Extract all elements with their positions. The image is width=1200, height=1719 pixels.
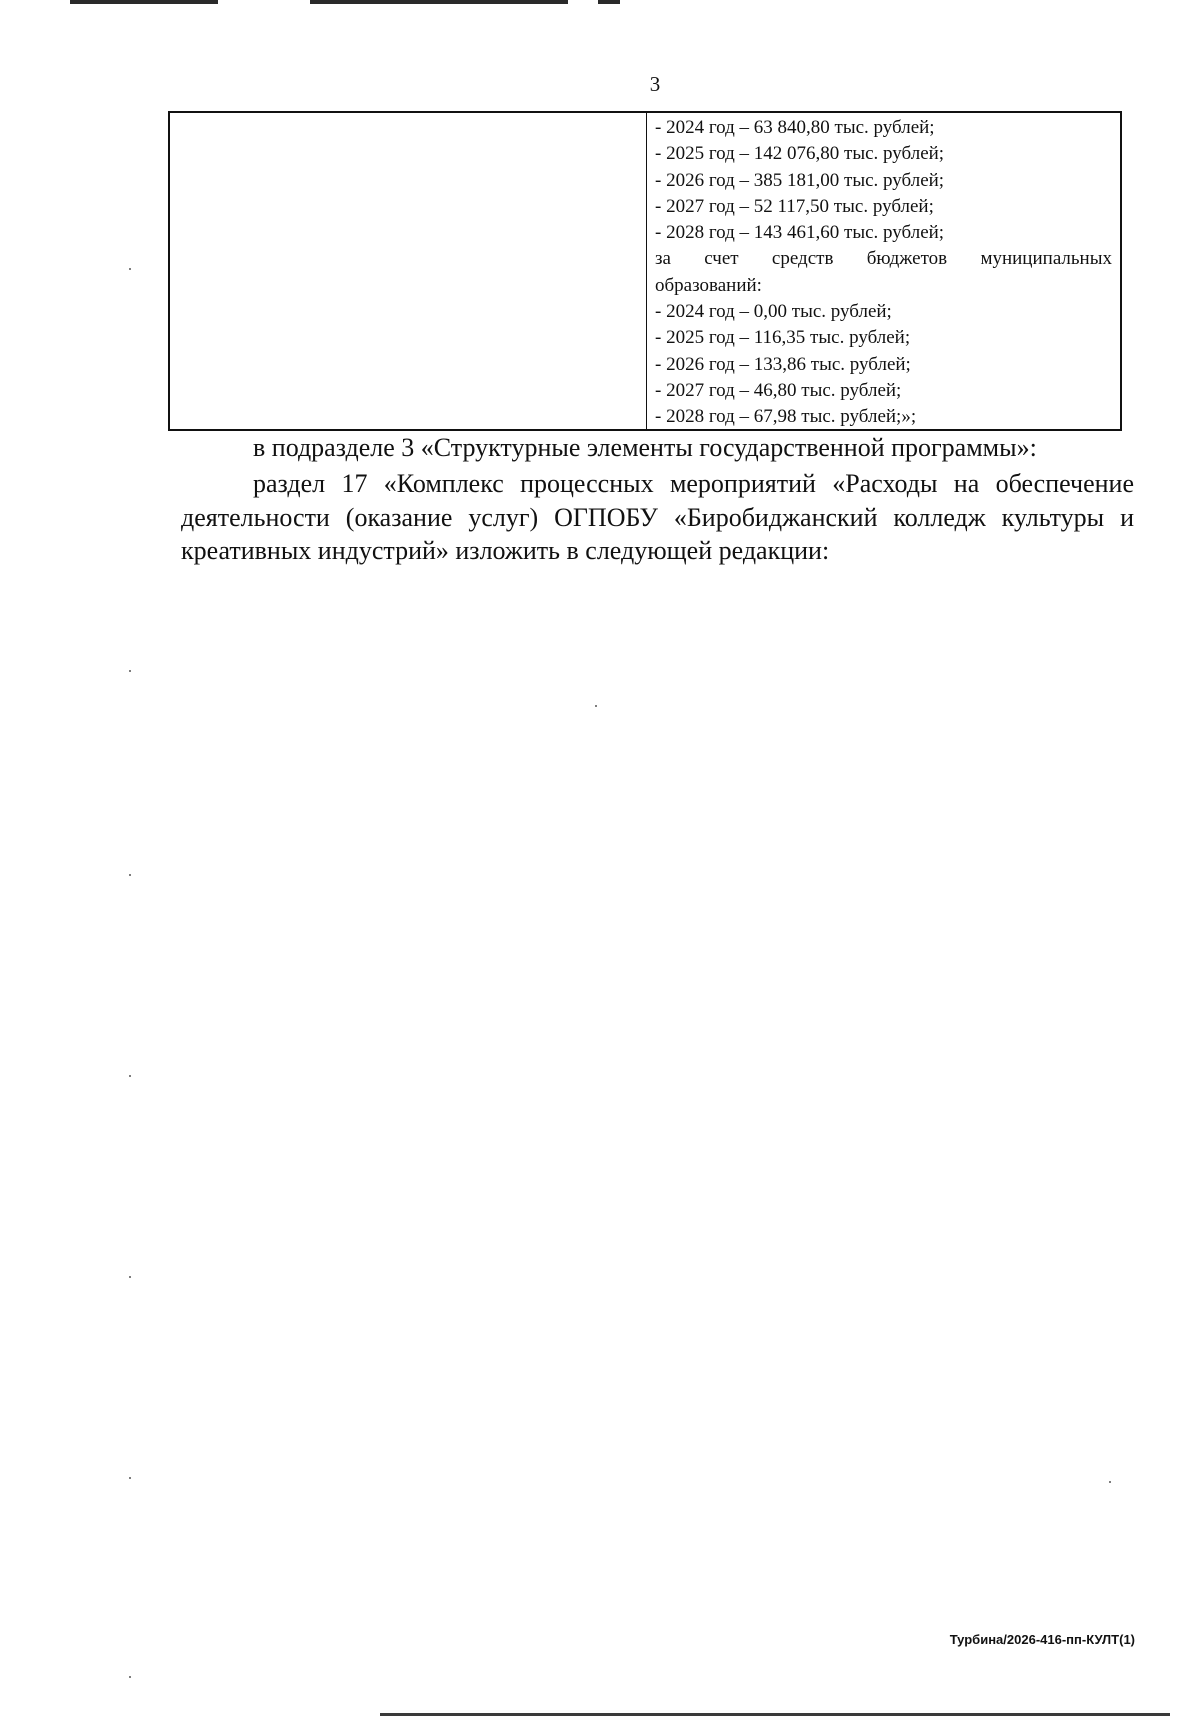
scan-speck <box>129 874 131 876</box>
funding-line: - 2024 год – 63 840,80 тыс. рублей; <box>655 117 935 138</box>
table-right-cell <box>647 113 1120 429</box>
scan-artifact-top-right <box>598 0 620 4</box>
funding-source-label: за счет средств бюджетов муниципальных <box>655 248 1112 270</box>
scan-speck <box>129 670 131 672</box>
scan-speck <box>129 1276 131 1278</box>
page-number: 3 <box>649 72 661 96</box>
funding-line: - 2026 год – 133,86 тыс. рублей; <box>655 353 911 375</box>
scan-artifact-bottom <box>380 1713 1170 1716</box>
funding-line: - 2027 год – 52 117,50 тыс. рублей; <box>655 195 934 217</box>
funding-line: - 2025 год – 142 076,80 тыс. рублей; <box>655 143 945 165</box>
document-code: Турбина/2026-416-пп-КУЛТ(1) <box>949 1632 1135 1647</box>
scan-artifact-top-center <box>310 0 568 4</box>
scan-artifact-top-left <box>70 0 218 4</box>
funding-table <box>168 111 1122 431</box>
paragraph-subsection: в подразделе 3 «Структурные элементы государственной программы»: <box>253 433 1037 462</box>
funding-line: - 2025 год – 116,35 тыс. рублей; <box>655 327 911 349</box>
funding-source-label-cont: образований: <box>655 274 762 296</box>
scan-speck <box>129 1676 131 1678</box>
funding-line: - 2028 год – 67,98 тыс. рублей;»; <box>655 406 917 428</box>
scan-speck <box>129 1075 131 1077</box>
scan-speck <box>1109 1481 1111 1483</box>
table-left-cell <box>170 113 647 429</box>
funding-line: - 2028 год – 143 461,60 тыс. рублей; <box>655 222 945 244</box>
paragraph-section-17: раздел 17 «Комплекс процессных мероприятий «Расходы на обеспечение деятельности (оказание услуг) ОГПОБУ «Биробиджанский колледж культуры и креативных индустрий» изложить в следующей редакции: <box>181 469 1134 565</box>
scan-speck <box>129 268 131 270</box>
funding-line: - 2026 год – 385 181,00 тыс. рублей; <box>655 169 945 191</box>
scan-speck <box>595 705 597 707</box>
scan-speck <box>129 1477 131 1479</box>
funding-line: - 2027 год – 46,80 тыс. рублей; <box>655 379 902 401</box>
funding-line: - 2024 год – 0,00 тыс. рублей; <box>655 301 892 323</box>
